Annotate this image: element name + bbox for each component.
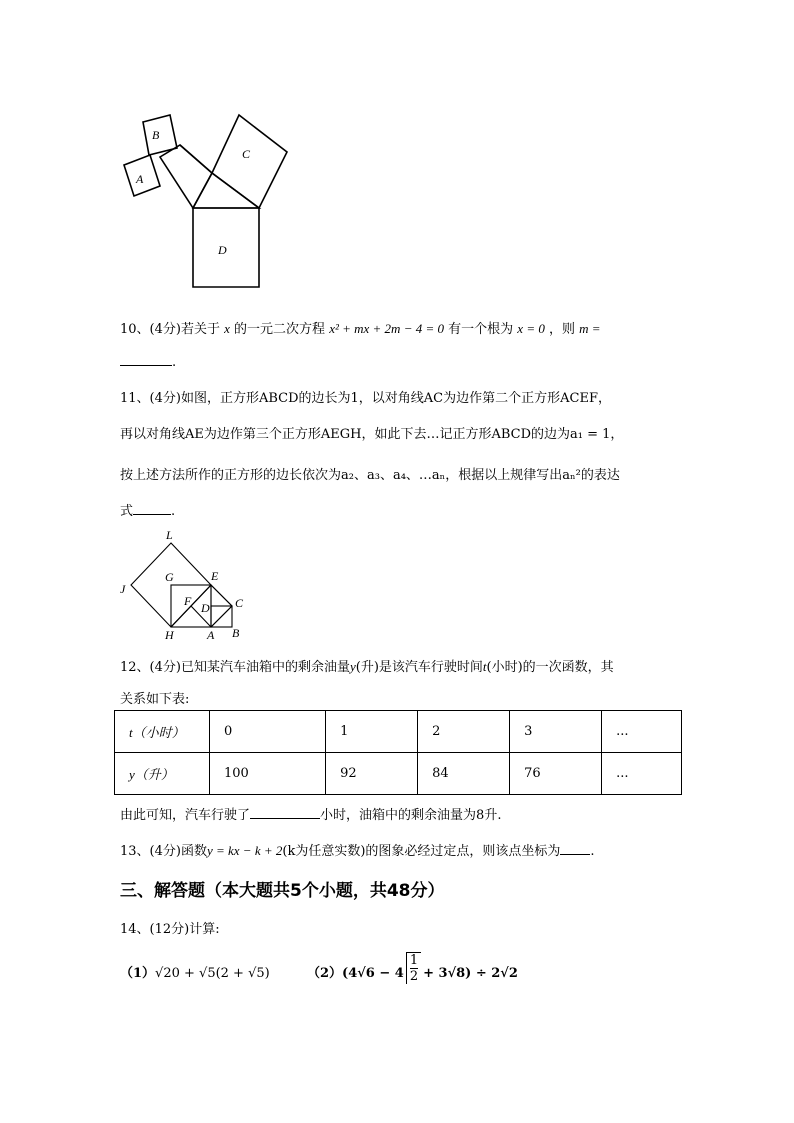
q12-after-c: 升.	[484, 808, 502, 823]
q12-t: t	[482, 659, 487, 674]
figure-nested-squares	[115, 525, 255, 645]
q10-mid: 的一元二次方程	[234, 322, 326, 337]
q11-line4	[120, 500, 175, 519]
q13-func: y = kx − k + 2	[206, 843, 283, 858]
table-cell: 1	[326, 711, 418, 753]
table-cell: 0	[210, 711, 326, 753]
label-l: L	[166, 528, 173, 542]
table-cell: 2	[418, 711, 510, 753]
q12-line1-a: 12、(4分)已知某汽车油箱中的剩余油量	[120, 660, 350, 675]
q14-title: 14、(12分)计算:	[120, 922, 220, 937]
q11-line2-end: ，	[610, 427, 624, 442]
q12-after-b: 小时，油箱中的剩余油量为	[320, 808, 477, 823]
label-g: G	[165, 570, 174, 584]
square-mid	[160, 145, 212, 208]
q10-suffix: ，则	[548, 322, 575, 337]
q14-p1-expr: √20 + √5(2 + √5)	[155, 966, 270, 981]
label-c2: C	[235, 596, 244, 610]
table-cell: 92	[326, 753, 418, 795]
q12-table	[114, 710, 682, 795]
q11-line3-text: 按上述方法所作的正方形的边长依次为	[120, 468, 342, 483]
q14-p2-frac-den: 2	[409, 969, 419, 984]
label-h: H	[165, 628, 174, 642]
q11-seq: a₂、a₃、a₄、…aₙ	[341, 468, 446, 483]
question-10	[120, 318, 601, 337]
q11-line3	[120, 464, 620, 483]
q12-blank[interactable]	[250, 806, 320, 819]
q14-p2-a: (4√6 − 4	[342, 966, 404, 981]
q12-line2: 关系如下表:	[120, 692, 190, 707]
q14-p2-frac-num: 1	[409, 953, 419, 968]
diag-hf	[171, 606, 191, 627]
q10-ask: m =	[579, 321, 601, 336]
q12-y: y	[349, 659, 356, 674]
q11-an2: aₙ²	[562, 468, 581, 483]
q14-p1-label: （1）	[120, 966, 156, 981]
q11-line1: 11、(4分)如图，正方形ABCD的边长为1，以对角线AC为边作第二个正方形ACEF，	[120, 391, 611, 406]
q11-line4-end: .	[171, 504, 176, 519]
q13-prefix: 13、(4分)函数	[120, 844, 207, 859]
square-b	[143, 115, 177, 155]
q12-fuel: 8	[476, 808, 485, 823]
label-e: E	[211, 569, 219, 583]
q12-line1-c: (小时)的一次函数，其	[486, 660, 614, 675]
q13-blank[interactable]	[560, 842, 590, 855]
label-a: A	[136, 172, 144, 186]
diag-ec	[211, 585, 232, 606]
q12-line1-b: (升)是该汽车行驶时间	[355, 660, 483, 675]
q13-paren: (k为任意实数)的图象必经过定点，则该点坐标为	[282, 844, 561, 859]
table-row	[115, 753, 682, 795]
q12-after	[120, 804, 501, 823]
q14-p2-b: + 3√8) ÷ 2√2	[423, 966, 518, 981]
q11-line3-c: 的表达	[580, 468, 620, 483]
label-f: F	[184, 594, 192, 608]
q10-blank[interactable]	[120, 353, 172, 366]
table-head-t: t（小时）	[115, 711, 210, 753]
q11-line4-text: 式	[120, 504, 134, 519]
q12-line1	[120, 656, 614, 675]
label-j: J	[120, 582, 126, 596]
q10-var-x: x	[224, 321, 230, 336]
q14-part2	[307, 952, 518, 988]
q10-equation: x² + mx + 2m − 4 = 0	[329, 321, 444, 336]
label-b: B	[152, 128, 160, 142]
q13-end: .	[590, 844, 595, 859]
section-3-title: 三、解答题（本大题共5个小题，共48分）	[120, 881, 445, 901]
label-a2: A	[207, 628, 215, 642]
q11-line3-b: ，根据以上规律写出	[445, 468, 563, 483]
q11-a1: a₁ = 1	[570, 427, 611, 442]
table-cell: 84	[418, 753, 510, 795]
label-c: C	[242, 147, 251, 161]
q11-blank[interactable]	[133, 502, 171, 515]
label-d: D	[218, 243, 227, 257]
table-head-y: y（升）	[115, 753, 210, 795]
q10-prefix: 10、(4分)若关于	[120, 322, 220, 337]
q10-mid2: 有一个根为	[448, 322, 514, 337]
q14-p2-frac	[406, 952, 421, 984]
table-cell: ...	[602, 711, 682, 753]
q12-after-a: 由此可知，汽车行驶了	[120, 808, 251, 823]
q14-p2-label: （2）	[307, 966, 343, 981]
q10-answer-line	[120, 353, 176, 370]
table-row	[115, 711, 682, 753]
q10-root: x = 0	[517, 321, 545, 336]
figure-pythagorean-squares	[120, 108, 300, 293]
label-b2: B	[232, 626, 240, 640]
table-cell: 3	[510, 711, 602, 753]
diag-ac	[211, 606, 232, 627]
q11-line2	[120, 423, 623, 442]
q10-end: .	[172, 355, 177, 370]
q14-part1	[120, 962, 270, 981]
q11-line2-text: 再以对角线AE为边作第三个正方形AEGH，如此下去…记正方形ABCD的边为	[120, 427, 571, 442]
table-cell: 100	[210, 753, 326, 795]
table-cell: 76	[510, 753, 602, 795]
label-d2: D	[201, 601, 210, 615]
table-cell: ...	[602, 753, 682, 795]
square-c	[212, 115, 287, 208]
question-13	[120, 840, 595, 859]
